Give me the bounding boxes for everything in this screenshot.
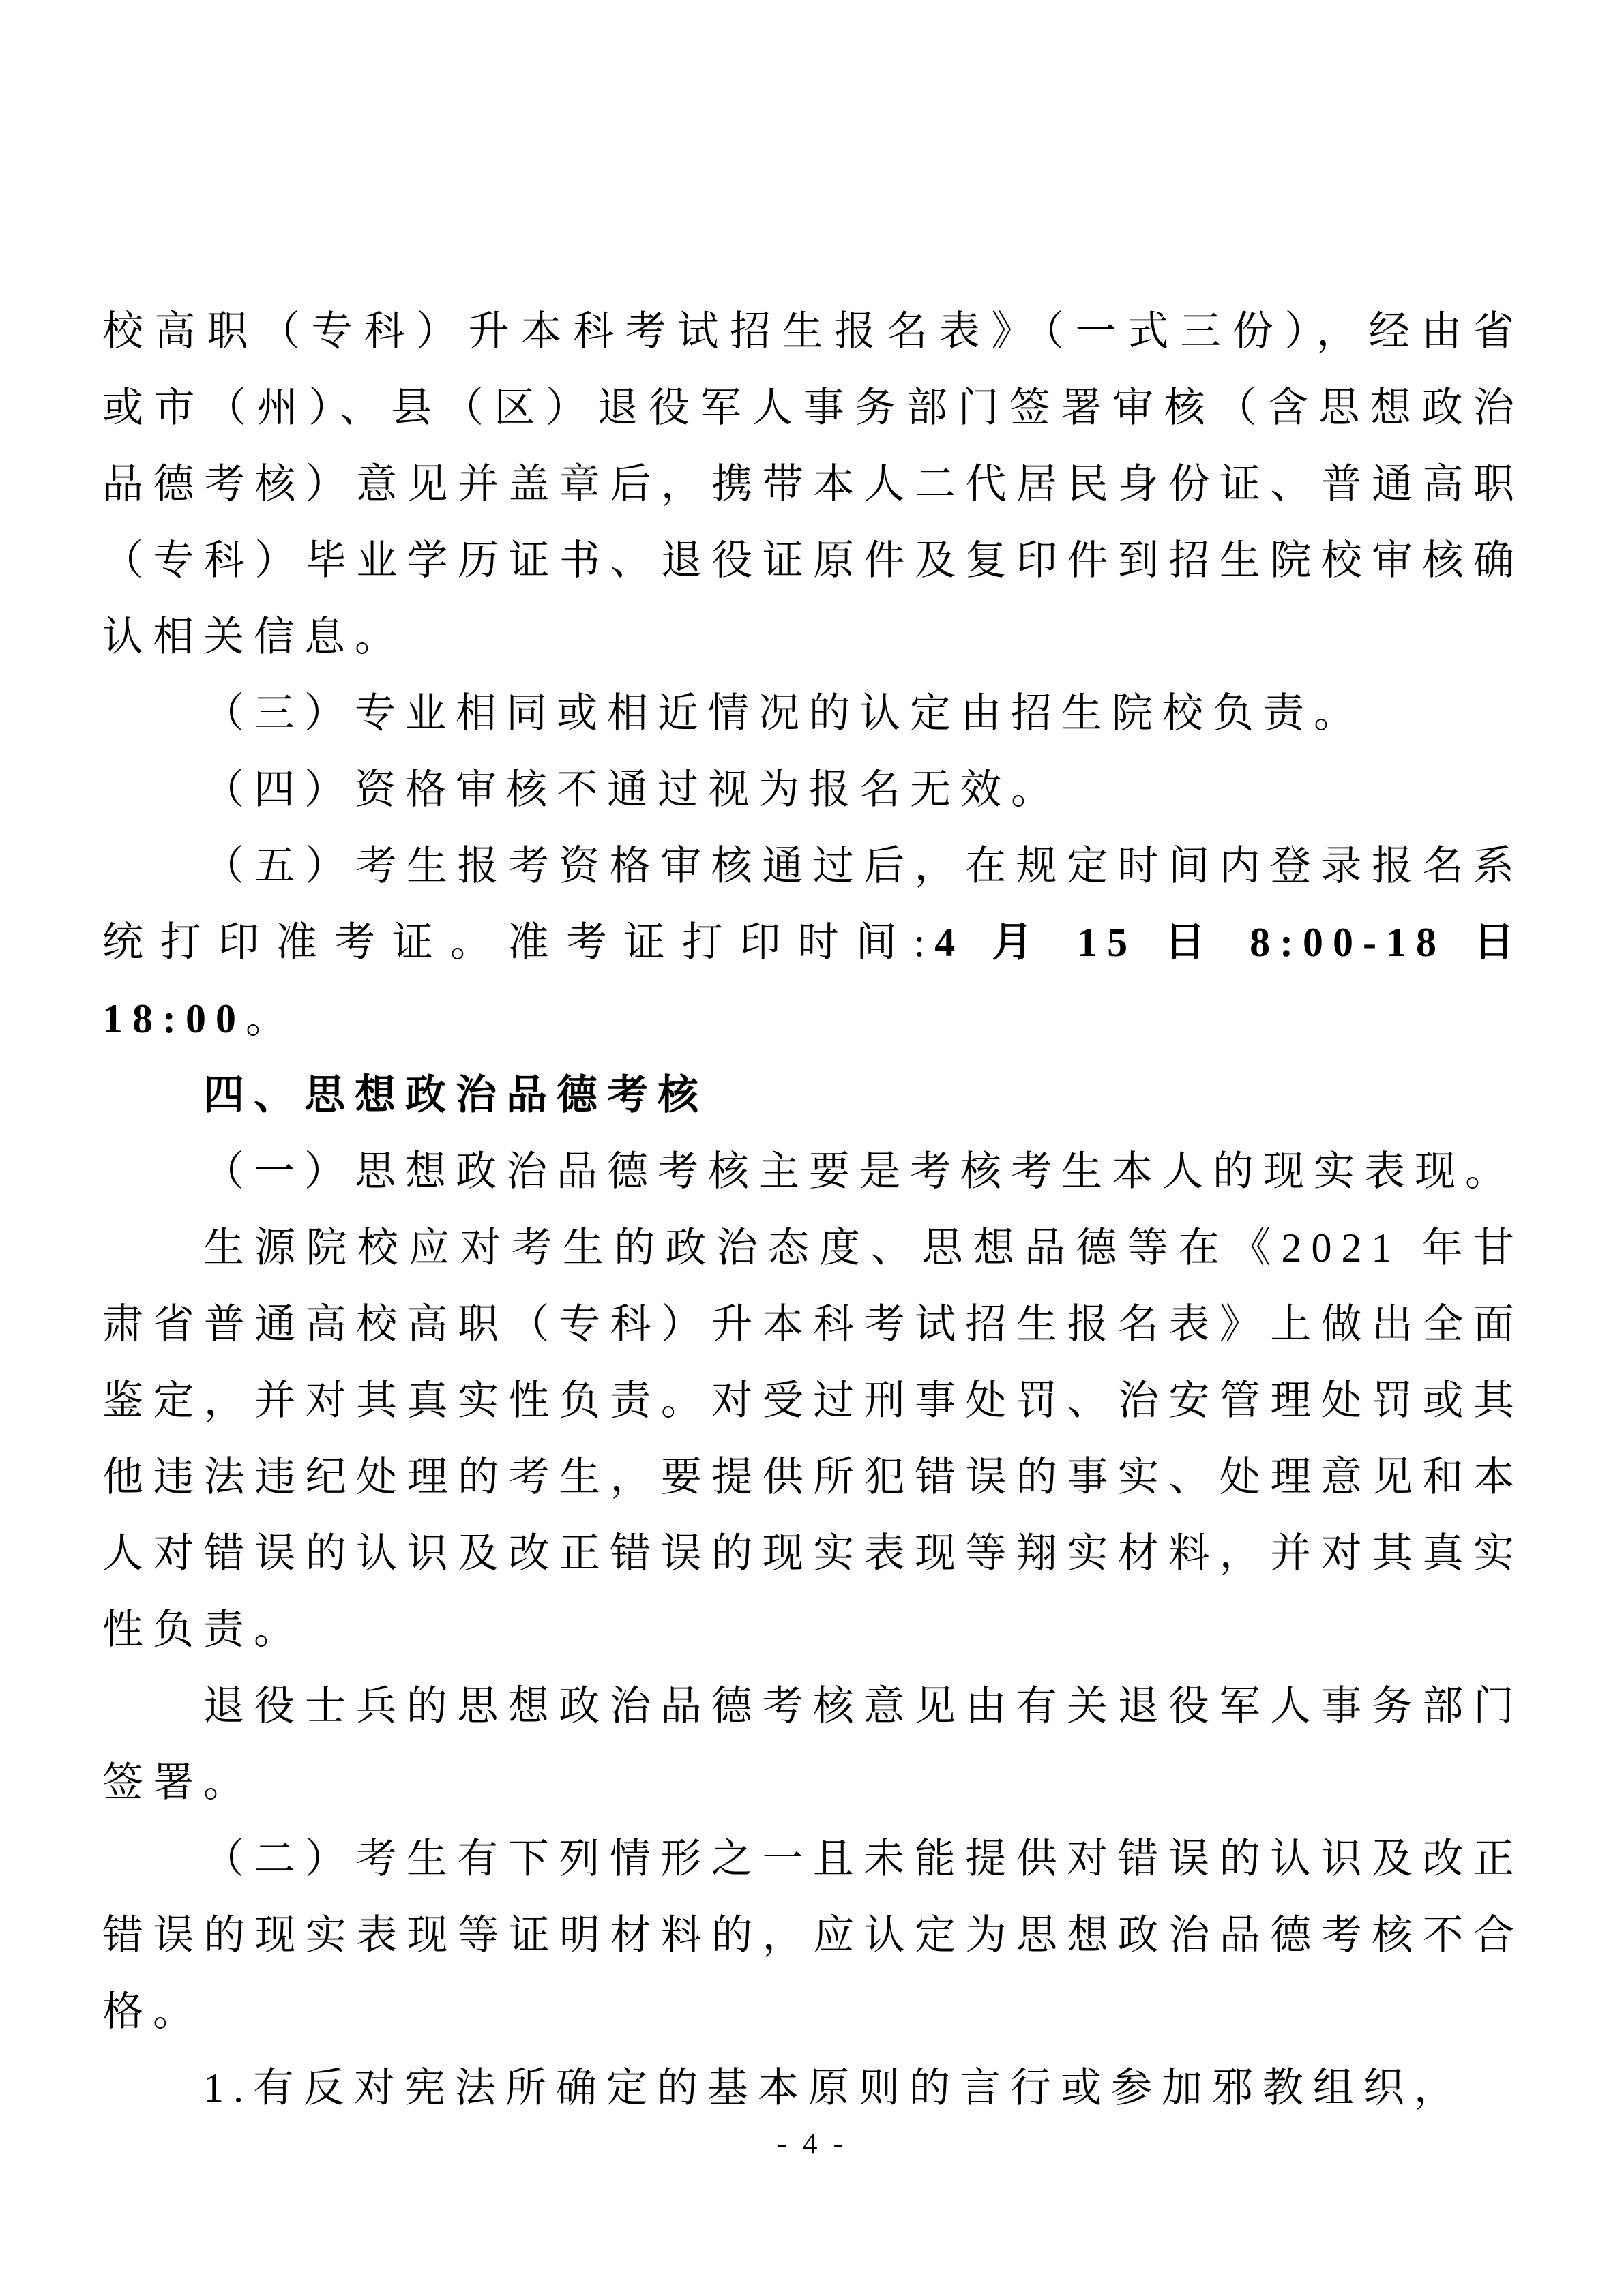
text-run: （四）资格审核不通过视为报名无效。: [203, 767, 1061, 812]
paragraph: [102, 2050, 1524, 2126]
paragraph: [102, 751, 1524, 828]
text-run: （三）专业相同或相近情况的认定由招生院校负责。: [203, 691, 1364, 736]
text-run: （二）考生有下列情形之一且未能提供对错误的认识及改正错误的现实表现等证明材料的，应认定为思想政治品德考核不合格。: [102, 1836, 1524, 2034]
document-body: [102, 293, 1524, 2126]
text-run: 生源院校应对考生的政治态度、思想品德等在《2021 年甘肃省普通高校高职（专科）升本科考试招生报名表》上做出全面鉴定，并对其真实性负责。对受过刑事处罚、治安管理处罚或其他违法违纪处理的考生，要提供所犯错误的事实、处理意见和本人对错误的认识及改正错误的现实表现等翔实材料，并对其真实性负责。: [102, 1225, 1524, 1652]
paragraph: [102, 675, 1524, 751]
paragraph: [102, 1821, 1524, 2050]
paragraph: [102, 828, 1524, 1057]
paragraph: [102, 1210, 1524, 1668]
page-footer: [0, 2126, 1624, 2161]
text-run: （一）思想政治品德考核主要是考核考生本人的现实表现。: [203, 1149, 1516, 1194]
text-run: 。: [245, 996, 296, 1041]
paragraph: [102, 293, 1524, 675]
page-number: - 4 -: [776, 2127, 848, 2160]
text-run: 退役士兵的思想政治品德考核意见由有关退役军人事务部门签署。: [102, 1684, 1524, 1805]
section-heading: [102, 1057, 1524, 1133]
text-run: 1.有反对宪法所确定的基本原则的言行或参加邪教组织，: [203, 2066, 1464, 2111]
paragraph: [102, 1133, 1524, 1210]
text-run: 四、思想政治品德考核: [203, 1072, 708, 1118]
text-run: 4 月 15 日 8:00-18 日 18:00: [102, 920, 1524, 1041]
paragraph: [102, 1668, 1524, 1821]
text-run: 校高职（专科）升本科考试招生报名表》（一式三份），经由省或市（州）、县（区）退役军人事务部门签署审核（含思想政治品德考核）意见并盖章后，携带本人二代居民身份证、普通高职（专科）毕业学历证书、退役证原件及复印件到招生院校审核确认相关信息。: [102, 309, 1524, 659]
text-run: （五）考生报考资格审核通过后，在规定时间内登录报名系统打印准考证。准考证打印时间:: [102, 844, 1524, 965]
